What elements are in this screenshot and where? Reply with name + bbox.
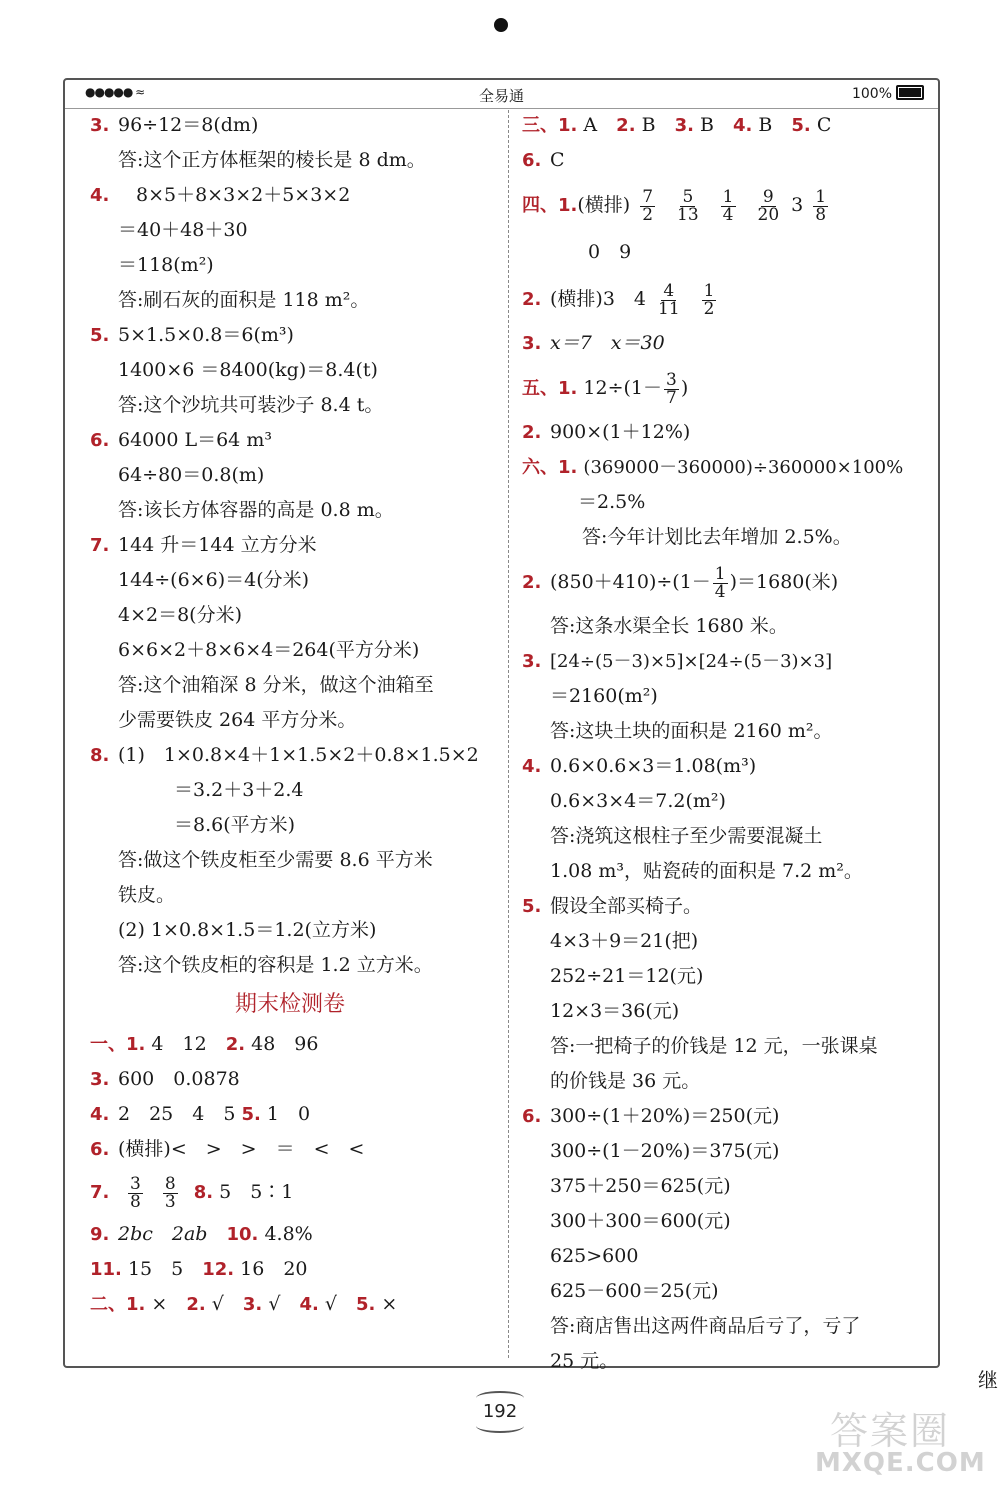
answer-text: 答:做这个铁皮柜至少需要 8.6 平方米 (118, 849, 433, 871)
answer-line (90, 108, 490, 143)
answer-line (522, 994, 932, 1029)
item-number: 5. (241, 1104, 261, 1125)
item-number: 6. (522, 150, 542, 171)
watermark-url: MXQE.COM (815, 1448, 986, 1478)
answer-line (90, 178, 490, 213)
answer-line (522, 555, 932, 609)
answer-line (522, 143, 932, 178)
answer-text: ＝118(m²) (118, 254, 214, 276)
answer-line (522, 1274, 932, 1309)
item-number: 3. (522, 333, 542, 354)
answer-line (90, 633, 490, 668)
fraction: $\frac{1}{8}$ (815, 186, 827, 225)
answer-text: 5×1.5×0.8＝6(m³) (118, 324, 294, 346)
answer-line (90, 423, 490, 458)
answer-line (90, 1217, 490, 1252)
column-divider (508, 110, 509, 1358)
answer-text: x＝7 x＝30 (550, 332, 665, 354)
answer-text: 答:这块土块的面积是 2160 m²。 (550, 720, 833, 742)
answer-text: ) (680, 377, 689, 399)
answer-text: 答:这个沙坑共可装沙子 8.4 t。 (118, 394, 384, 416)
answer-line (522, 520, 932, 555)
answer-text: 375＋250＝625(元) (550, 1175, 731, 1197)
item-number: 2. (616, 115, 636, 136)
answer-text: 16 20 (240, 1258, 308, 1280)
item-number: 二、1. (90, 1294, 146, 1315)
fraction: $\frac{4}{11}$ (658, 280, 680, 319)
answer-text: 300÷(1－20%)＝375(元) (550, 1140, 780, 1162)
answer-text: (1) 1×0.8×4＋1×1.5×2＋0.8×1.5×2 (118, 744, 479, 766)
answer-text: 的价钱是 36 元。 (550, 1070, 701, 1092)
section-title: 期末检测卷 (234, 992, 345, 1017)
item-number: 7. (90, 535, 110, 556)
answer-line (522, 1239, 932, 1274)
answer-text: 2bc 2ab (118, 1223, 208, 1245)
answer-line (90, 563, 490, 598)
answer-text: 1400×6 ＝8400(kg)＝8.4(t) (118, 359, 378, 381)
answer-text: 答:浇筑这根柱子至少需要混凝土 (550, 825, 823, 847)
item-number: 4. (90, 1104, 110, 1125)
answer-line (90, 283, 490, 318)
answer-text: C (816, 114, 832, 136)
answer-text: 答:刷石灰的面积是 118 m²。 (118, 289, 370, 311)
answer-line (522, 784, 932, 819)
answer-text: 答:这个铁皮柜的容积是 1.2 立方米。 (118, 954, 433, 976)
item-number: 4. (732, 115, 753, 136)
item-number: 2. (522, 572, 542, 593)
fraction: $\frac{8}{3}$ (164, 1173, 176, 1212)
answer-text: 假设全部买椅子。 (550, 895, 703, 917)
fraction: $\frac{3}{7}$ (666, 369, 677, 408)
item-number: 11. (90, 1259, 122, 1280)
item-number: 8. (193, 1182, 214, 1203)
answer-line (90, 1097, 490, 1132)
answer-line (90, 773, 490, 808)
tablet-frame (63, 78, 940, 1372)
answer-text: B (758, 114, 773, 136)
answer-line (522, 924, 932, 959)
answer-text: 625－600＝25(元) (550, 1280, 719, 1302)
answer-text: 4.8% (264, 1223, 313, 1245)
answer-text: 2 25 4 5 (118, 1103, 236, 1125)
answer-line (522, 889, 932, 924)
answer-line (90, 843, 490, 878)
answer-line (522, 361, 932, 415)
answer-text: 铁皮。 (118, 884, 176, 906)
answer-text: (横排)3 4 (550, 288, 647, 310)
answer-text: A (583, 114, 598, 136)
item-number: 4. (299, 1294, 319, 1315)
item-number: 三、1. (522, 115, 578, 136)
answer-line (90, 598, 490, 633)
answer-text: 900×(1＋12%) (550, 421, 691, 443)
answer-text: (横排)< > > ＝ < < (118, 1138, 365, 1160)
answer-line (90, 528, 490, 563)
answer-text: 64000 L＝64 m³ (118, 429, 272, 451)
answer-line (522, 679, 932, 714)
answer-text: 144÷(6×6)＝4(分米) (118, 569, 310, 591)
battery-icon (896, 85, 924, 100)
answer-line (522, 1344, 932, 1379)
item-number: 五、1. (522, 378, 578, 399)
app-title: 全易通 (478, 87, 524, 105)
answer-line (522, 415, 932, 450)
answer-text: 答:一把椅子的价钱是 12 元，一张课桌 (550, 1035, 878, 1057)
answer-text: (2) 1×0.8×1.5＝1.2(立方米) (118, 919, 377, 941)
item-number: 5. (791, 115, 811, 136)
item-number: 2. (522, 289, 542, 310)
answer-text: 96÷12＝8(dm) (118, 114, 259, 136)
answer-text: 4×2＝8(分米) (118, 604, 243, 626)
answer-text: 答:今年计划比去年增加 2.5%。 (582, 526, 852, 548)
answer-text: 15 5 (127, 1258, 184, 1280)
answer-line (90, 1062, 490, 1097)
signal-wifi-icon: ●●●●● ≈ (85, 85, 145, 99)
answer-text: 300÷(1＋20%)＝250(元) (550, 1105, 780, 1127)
answer-line (522, 272, 932, 326)
answer-line (522, 450, 932, 485)
item-number: 3. (90, 115, 110, 136)
item-number: 六、1. (522, 457, 578, 478)
answer-text: 4×3＋9＝21(把) (550, 930, 699, 952)
answer-line (90, 143, 490, 178)
answer-text: 12÷(1－ (583, 377, 663, 399)
answer-line (90, 353, 490, 388)
answer-text: √ (211, 1293, 224, 1315)
answer-line (90, 948, 490, 983)
answer-line (90, 1287, 490, 1322)
answer-line (522, 232, 932, 272)
answer-text: 答:该长方体容器的高是 0.8 m。 (118, 499, 394, 521)
answer-line (90, 1132, 490, 1167)
answer-line (90, 703, 490, 738)
answer-text: )＝1680(米) (729, 571, 839, 593)
item-number: 3. (242, 1294, 263, 1315)
answer-text: 1.08 m³，贴瓷砖的面积是 7.2 m²。 (550, 860, 863, 882)
side-label: 继 (978, 1368, 998, 1392)
answer-line (522, 1099, 932, 1134)
item-number: 5. (356, 1294, 376, 1315)
answer-line (90, 318, 490, 353)
item-number: 12. (202, 1259, 235, 1280)
item-number: 3. (674, 115, 694, 136)
answer-line (522, 714, 932, 749)
answer-line (522, 749, 932, 784)
answer-text: B (641, 114, 656, 136)
fraction: $\frac{1}{4}$ (714, 563, 726, 602)
fraction: $\frac{5}{13}$ (677, 186, 699, 225)
answer-line (90, 738, 490, 773)
answer-text: 3 (791, 194, 804, 216)
answer-text: 少需要铁皮 264 平方分米。 (118, 709, 357, 731)
answer-line (522, 108, 932, 143)
answer-line (90, 388, 490, 423)
right-column (522, 108, 932, 1379)
answer-text: ＝3.2＋3＋2.4 (174, 779, 304, 801)
item-number: 9. (90, 1224, 110, 1245)
answer-line (522, 326, 932, 361)
answer-line (90, 1167, 490, 1217)
answer-line (90, 458, 490, 493)
answer-text: (369000－360000)÷360000×100% (583, 457, 904, 478)
item-number: 2. (522, 422, 542, 443)
battery-percent: 100% (851, 86, 892, 102)
watermark-logo: 答案圈 (830, 1409, 951, 1453)
answer-text: √ (324, 1293, 337, 1315)
answer-text: 252÷21＝12(元) (550, 965, 704, 987)
answer-line (522, 609, 932, 644)
item-number: 6. (90, 430, 110, 451)
item-number: 3. (90, 1069, 110, 1090)
answer-text: 0 9 (588, 241, 632, 263)
answer-line (522, 959, 932, 994)
item-number: 7. (90, 1182, 110, 1203)
fraction: $\frac{1}{2}$ (703, 280, 715, 319)
answer-text: 0.6×0.6×3＝1.08(m³) (550, 755, 757, 777)
item-number: 6. (522, 1106, 542, 1127)
answer-text: (横排) (577, 194, 631, 216)
answer-line (522, 1134, 932, 1169)
item-number: 10. (226, 1224, 259, 1245)
item-number: 3. (522, 651, 542, 672)
answer-text: ＝40＋48＋30 (118, 219, 248, 241)
answer-text: ＝2.5% (578, 491, 646, 513)
answer-text: 答:这个油箱深 8 分米，做这个油箱至 (118, 674, 434, 696)
item-number: 4. (522, 756, 542, 777)
answer-line (522, 819, 932, 854)
answer-line (90, 213, 490, 248)
answer-text: 300＋300＝600(元) (550, 1210, 731, 1232)
fraction: $\frac{1}{4}$ (722, 186, 734, 225)
answer-line (90, 1027, 490, 1062)
answer-text: 答:商店售出这两件商品后亏了，亏了 (550, 1315, 861, 1337)
answer-text: × (151, 1293, 168, 1315)
item-number: 四、1. (522, 195, 578, 216)
item-number: 5. (522, 896, 542, 917)
answer-text: 12×3＝36(元) (550, 1000, 680, 1022)
answer-text: [24÷(5－3)×5]×[24÷(5－3)×3] (550, 651, 833, 672)
answer-text: B (700, 114, 714, 136)
answer-text: 48 96 (251, 1033, 319, 1055)
answer-text: 6×6×2＋8×6×4＝264(平方分米) (118, 639, 420, 661)
answer-text: 625>600 (550, 1245, 639, 1267)
answer-text: 4 12 (151, 1033, 207, 1055)
status-bar (65, 80, 938, 109)
item-number: 2. (225, 1034, 246, 1055)
item-number: 5. (90, 325, 110, 346)
answer-text: ＝2160(m²) (550, 685, 658, 707)
answer-line (90, 878, 490, 913)
fraction: $\frac{7}{2}$ (642, 186, 654, 225)
answer-text: 144 升＝144 立方分米 (118, 534, 317, 556)
item-number: 2. (186, 1294, 206, 1315)
fraction: $\frac{9}{20}$ (757, 186, 780, 225)
answer-text: 5 5∶1 (219, 1181, 294, 1203)
answer-text: 答:这条水渠全长 1680 米。 (550, 615, 788, 637)
answer-line (522, 854, 932, 889)
answer-text: × (381, 1293, 398, 1315)
left-column (90, 108, 490, 1322)
answer-text: √ (268, 1293, 281, 1315)
answer-line (90, 493, 490, 528)
answer-line (522, 178, 932, 232)
answer-text: 25 元。 (550, 1350, 619, 1372)
answer-text: 0.6×3×4＝7.2(m²) (550, 790, 726, 812)
answer-text: 1 0 (266, 1103, 311, 1125)
page-number: 192 (470, 1389, 530, 1435)
answer-line (522, 644, 932, 679)
camera-dot (494, 18, 508, 32)
answer-text: 600 0.0878 (118, 1068, 240, 1090)
answer-text: 答:这个正方体框架的棱长是 8 dm。 (118, 149, 426, 171)
battery-indicator (852, 85, 924, 102)
item-number: 4. (90, 185, 110, 206)
answer-line (522, 1309, 932, 1344)
item-number: 8. (90, 745, 110, 766)
answer-line (522, 1064, 932, 1099)
answer-text: 64÷80＝0.8(m) (118, 464, 265, 486)
answer-line (90, 808, 490, 843)
answer-line (90, 1252, 490, 1287)
item-number: 6. (90, 1139, 110, 1160)
fraction: $\frac{3}{8}$ (130, 1173, 141, 1212)
answer-line (90, 913, 490, 948)
answer-text: (850＋410)÷(1－ (550, 571, 711, 593)
answer-line (522, 485, 932, 520)
answer-text: ＝8.6(平方米) (174, 814, 296, 836)
answer-text: 8×5＋8×3×2＋5×3×2 (136, 184, 351, 206)
answer-line (522, 1169, 932, 1204)
answer-line (522, 1029, 932, 1064)
answer-line (522, 1204, 932, 1239)
answer-line (90, 248, 490, 283)
item-number: 一、1. (90, 1034, 146, 1055)
answer-line (90, 668, 490, 703)
answer-text: C (550, 149, 565, 171)
